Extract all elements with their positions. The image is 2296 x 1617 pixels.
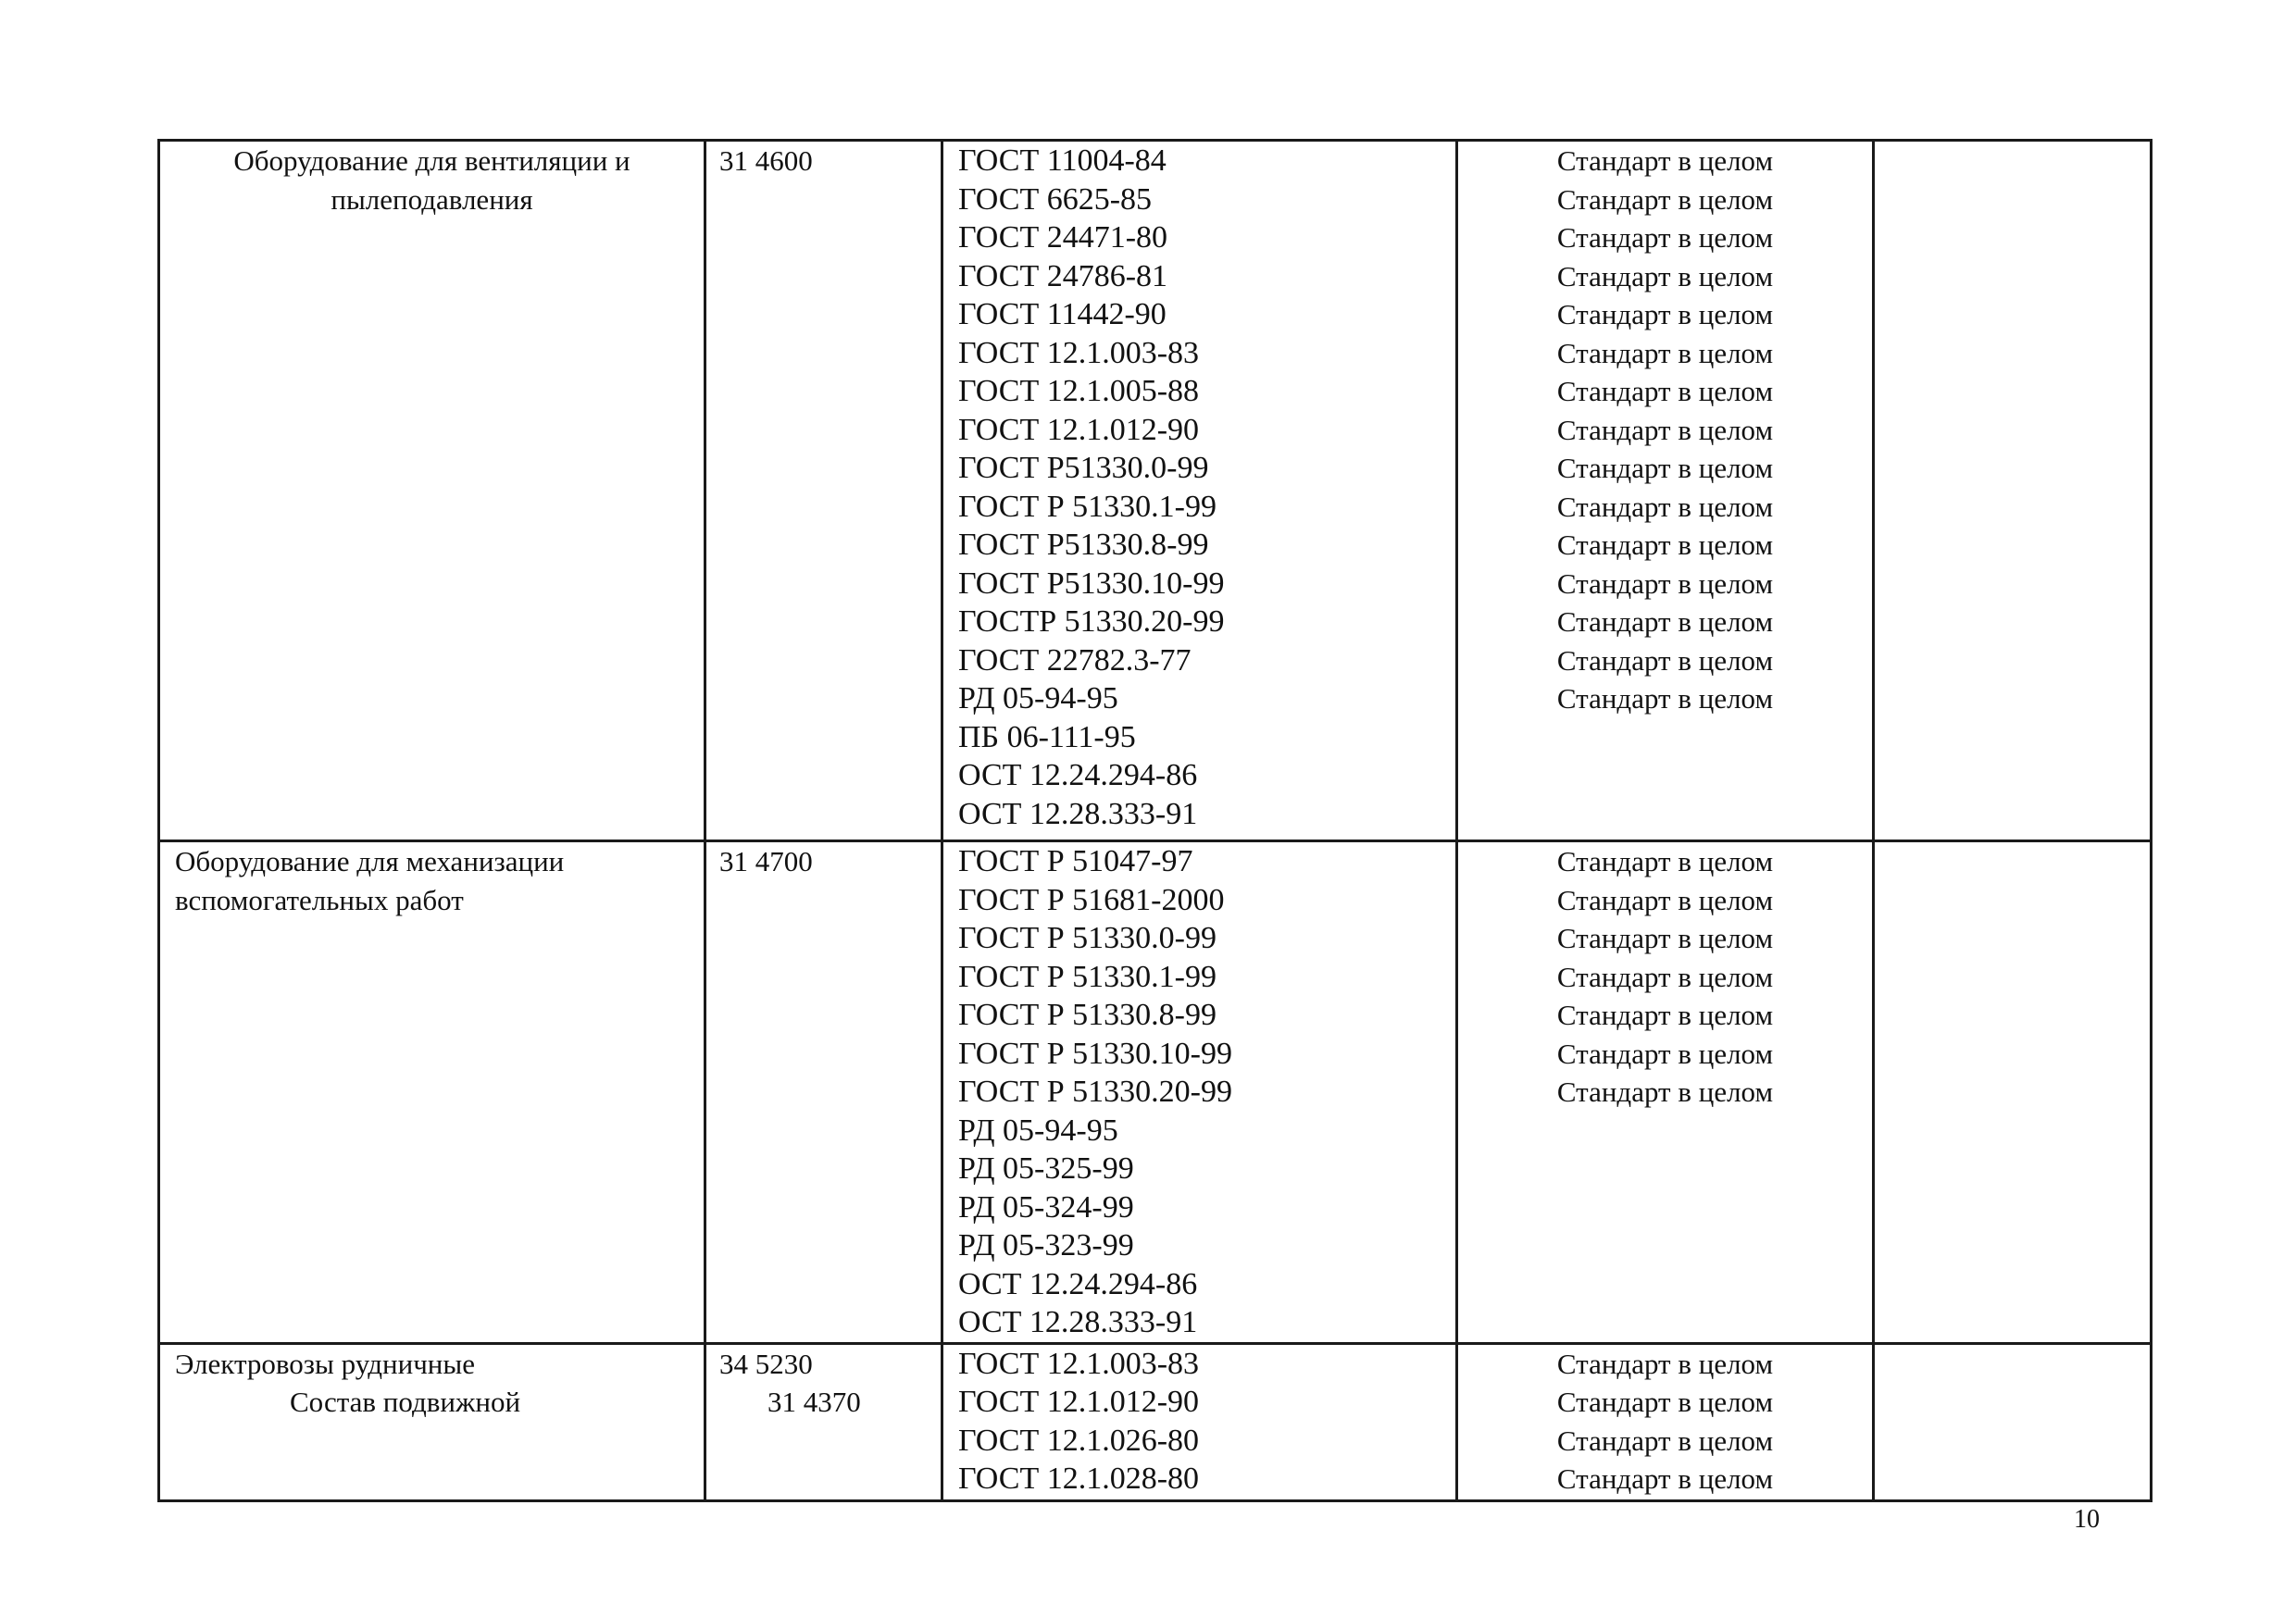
document-line: ОСТ 12.24.294-86: [958, 1266, 1198, 1301]
equipment-line: пылеподавления: [331, 182, 533, 216]
code-line: 31 4700: [719, 845, 813, 877]
scope-line: Стандарт в целом: [1556, 375, 1774, 407]
equipment-cell: [159, 841, 705, 1344]
document-line: ГОСТ 12.1.003-83: [958, 1346, 1200, 1381]
scope-line: Стандарт в целом: [1556, 566, 1774, 600]
empty-cell: [1874, 141, 2152, 841]
document-line: РД 05-324-99: [958, 1189, 1134, 1225]
code-cell: [705, 141, 942, 841]
document-line: ГОСТ 12.1.012-90: [958, 1385, 1200, 1419]
scope-line: Стандарт в целом: [1556, 490, 1774, 523]
equipment-line: Оборудование для вентиляции и: [233, 144, 630, 177]
scope-line: Стандарт в целом: [1556, 221, 1774, 254]
scope-line: Стандарт в целом: [1556, 883, 1774, 916]
document-line: ГОСТ 22782.3-77: [958, 642, 1192, 678]
scope-line: Стандарт в целом: [1556, 336, 1774, 369]
scope-line: Стандарт в целом: [1556, 413, 1774, 446]
empty-cell: [1874, 1343, 2152, 1500]
document-line: ПБ 06-111-95: [958, 719, 1136, 754]
table-row: [159, 841, 2152, 1344]
equipment-cell: [159, 1343, 705, 1500]
document-line: ОСТ 12.28.333-91: [958, 1305, 1198, 1339]
document-line: ГОСТ Р51330.8-99: [958, 528, 1209, 562]
document-line: ГОСТ Р 51330.1-99: [958, 489, 1217, 524]
code-line: 34 5230: [719, 1347, 813, 1380]
documents-cell: [942, 1343, 1457, 1500]
standards-table: [157, 139, 2152, 1502]
document-line: ГОСТ 6625-85: [958, 181, 1153, 217]
equipment-cell: [159, 141, 705, 841]
scope-line: Стандарт в целом: [1556, 1347, 1774, 1380]
document-line: ГОСТ Р 51330.8-99: [958, 998, 1217, 1032]
scope-line: Стандарт в целом: [1556, 1076, 1774, 1108]
table-row: [159, 141, 2152, 841]
scope-cell: [1457, 141, 1874, 841]
document-line: ГОСТ 24786-81: [958, 258, 1168, 293]
scope-line: Стандарт в целом: [1556, 1037, 1774, 1070]
code-cell: [705, 841, 942, 1344]
document-line: ГОСТ Р 51330.0-99: [958, 921, 1217, 955]
documents-cell: [942, 841, 1457, 1344]
code-cell: [705, 1343, 942, 1500]
scope-line: Стандарт в целом: [1556, 144, 1774, 177]
document-line: ОСТ 12.28.333-91: [958, 796, 1198, 831]
scope-line: Стандарт в целом: [1556, 605, 1774, 638]
scope-line: Стандарт в целом: [1556, 845, 1774, 877]
document-line: ГОСТ Р51330.0-99: [958, 451, 1209, 485]
table-row: [159, 1343, 2152, 1500]
document-line: ГОСТР 51330.20-99: [958, 604, 1225, 639]
document-line: ГОСТ Р 51330.10-99: [958, 1036, 1232, 1071]
scope-line: Стандарт в целом: [1556, 182, 1774, 216]
scope-line: Стандарт в целом: [1556, 1424, 1774, 1457]
document-line: ГОСТ 12.1.028-80: [958, 1462, 1200, 1496]
document-line: ГОСТ Р 51330.20-99: [958, 1075, 1232, 1109]
scope-line: Стандарт в целом: [1556, 922, 1774, 954]
document-line: ГОСТ 12.1.003-83: [958, 335, 1200, 370]
documents-cell: [942, 141, 1457, 841]
document-line: ГОСТ 11442-90: [958, 297, 1167, 331]
document-line: РД 05-94-95: [958, 681, 1118, 715]
document-line: ГОСТ Р51330.10-99: [958, 566, 1225, 601]
equipment-line: Состав подвижной: [290, 1386, 521, 1418]
scope-line: Стандарт в целом: [1556, 529, 1774, 561]
scope-line: Стандарт в целом: [1556, 259, 1774, 292]
document-line: ГОСТ 12.1.012-90: [958, 412, 1200, 447]
code-line: 31 4370: [767, 1386, 861, 1418]
equipment-line: вспомогательных работ: [175, 883, 464, 916]
document-line: ГОСТ 11004-84: [958, 143, 1167, 178]
page-number: 10: [2074, 1505, 2100, 1534]
code-line: 31 4600: [719, 144, 813, 177]
document-line: ГОСТ 24471-80: [958, 220, 1168, 255]
equipment-line: Оборудование для механизации: [175, 845, 565, 877]
document-line: ГОСТ Р 51681-2000: [958, 882, 1225, 917]
scope-cell: [1457, 1343, 1874, 1500]
scope-line: Стандарт в целом: [1556, 452, 1774, 484]
document-line: ОСТ 12.24.294-86: [958, 758, 1198, 792]
scope-line: Стандарт в целом: [1556, 298, 1774, 330]
document-line: ГОСТ 12.1.026-80: [958, 1423, 1200, 1458]
scope-line: Стандарт в целом: [1556, 1386, 1774, 1418]
scope-line: Стандарт в целом: [1556, 960, 1774, 993]
scope-line: Стандарт в целом: [1556, 643, 1774, 677]
scope-line: Стандарт в целом: [1556, 999, 1774, 1031]
equipment-line: Электровозы рудничные: [175, 1347, 475, 1380]
scope-line: Стандарт в целом: [1556, 682, 1774, 715]
scope-cell: [1457, 841, 1874, 1344]
empty-cell: [1874, 841, 2152, 1344]
document-line: ГОСТ 12.1.005-88: [958, 374, 1200, 408]
document-line: РД 05-94-95: [958, 1113, 1118, 1148]
document-line: РД 05-325-99: [958, 1151, 1134, 1186]
document-line: РД 05-323-99: [958, 1228, 1134, 1263]
document-line: ГОСТ Р 51047-97: [958, 844, 1193, 878]
document-line: ГОСТ Р 51330.1-99: [958, 959, 1217, 994]
scope-line: Стандарт в целом: [1556, 1462, 1774, 1495]
